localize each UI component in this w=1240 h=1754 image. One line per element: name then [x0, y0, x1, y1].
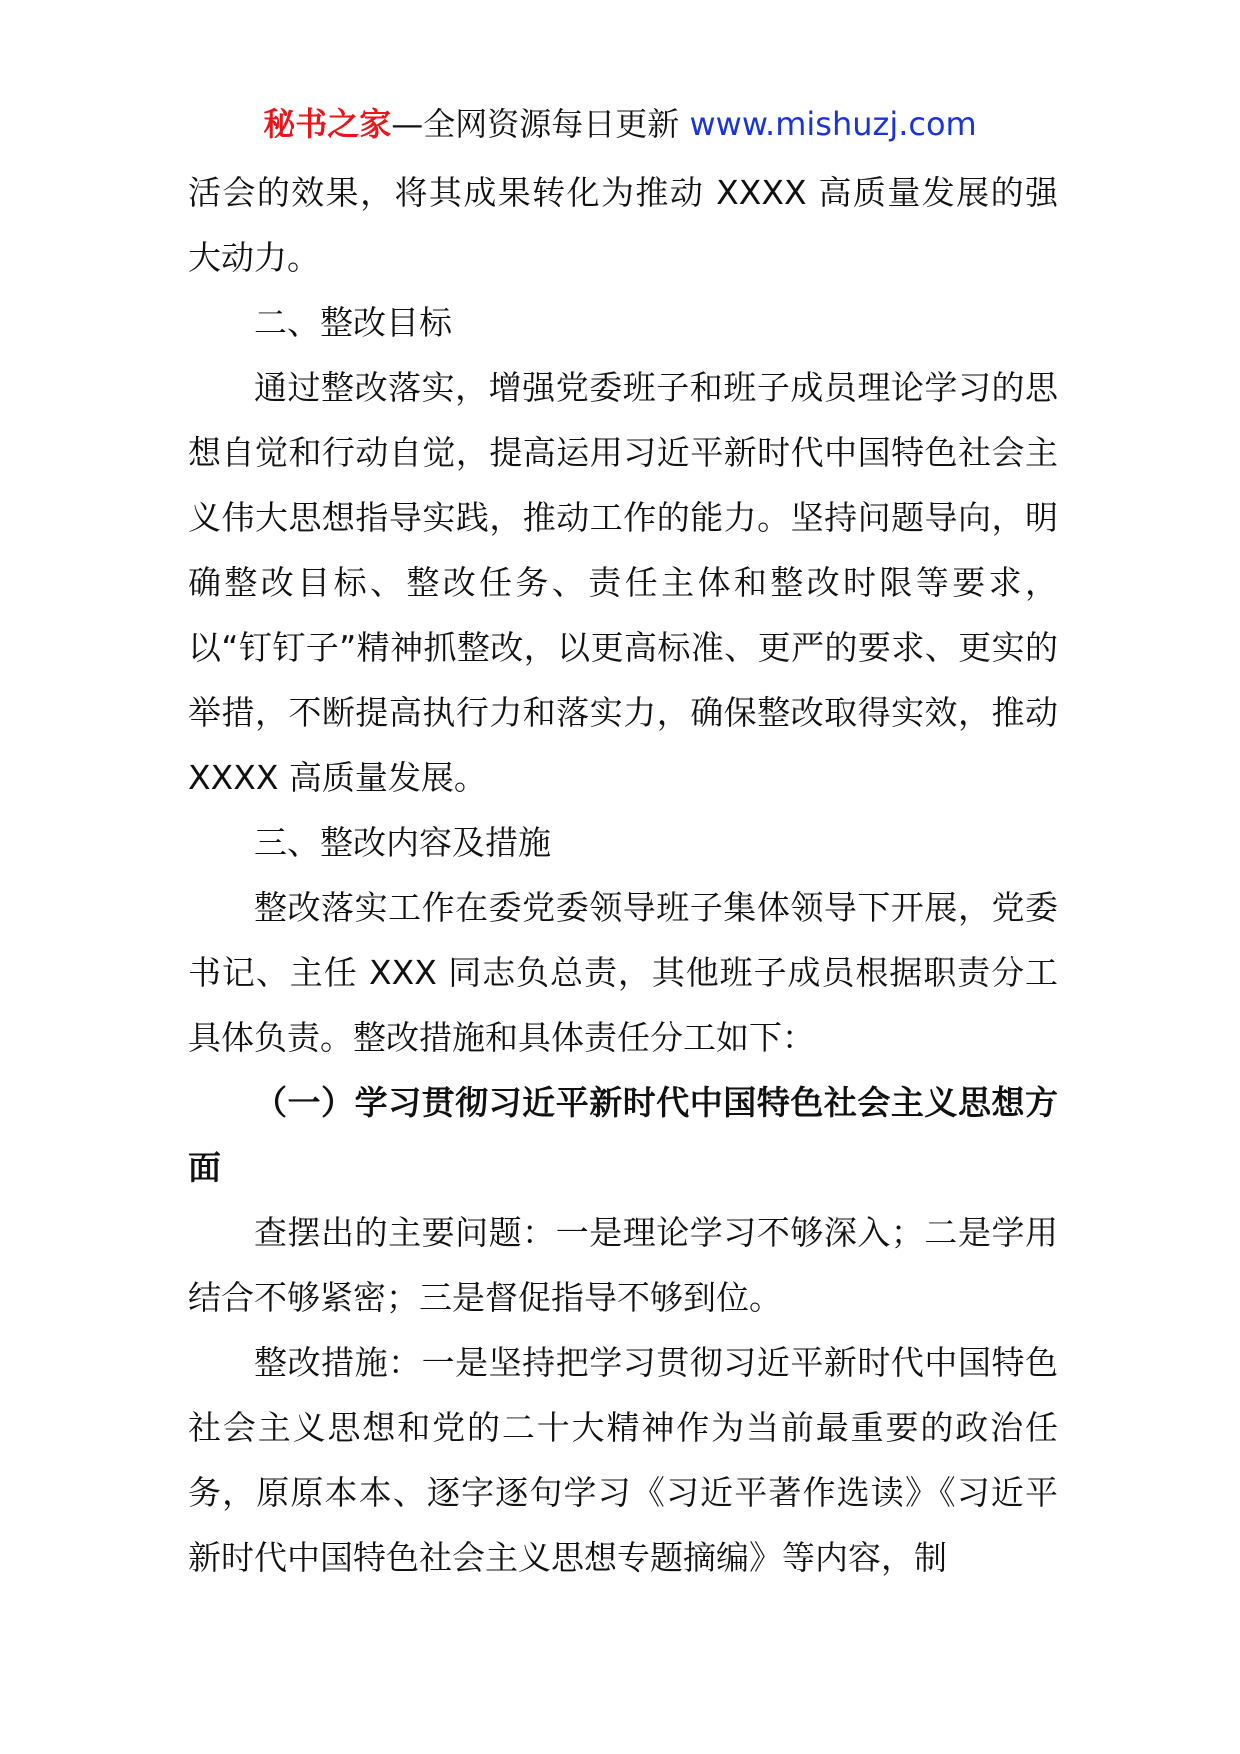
site-brand: 秘书之家 — [263, 105, 392, 143]
paragraph-rectification: 整改措施：一是坚持把学习贯彻习近平新时代中国特色社会主义思想和党的二十大精神作为当前最重要的政治任务，原原本本、逐字逐句学习《习近平著作选读》《习近平新时代中国特色社会主义思想专题摘编》等内容，制 — [188, 1343, 1058, 1577]
paragraph-measures-intro: 整改落实工作在委党委领导班子集体领导下开展，党委书记、主任 XXX 同志负总责，其他班子成员根据职责分工具体负责。整改措施和具体责任分工如下： — [188, 888, 1058, 1057]
site-url-link[interactable]: www.mishuzj.com — [689, 105, 977, 143]
section-heading-goals: 二、整改目标 — [254, 303, 452, 342]
document-body — [188, 160, 1058, 1590]
section-heading-measures: 三、整改内容及措施 — [254, 823, 551, 862]
paragraph-continuation: 活会的效果，将其成果转化为推动 XXXX 高质量发展的强大动力。 — [188, 173, 1058, 277]
subsection-heading-1: （一）学习贯彻习近平新时代中国特色社会主义思想方面 — [188, 1083, 1058, 1187]
paragraph-goals: 通过整改落实，增强党委班子和班子成员理论学习的思想自觉和行动自觉，提高运用习近平新时代中国特色社会主义伟大思想指导实践，推动工作的能力。坚持问题导向，明确整改目标、整改任务、责任主体和整改时限等要求，以“钉钉子”精神抓整改，以更高标准、更严的要求、更实的举措，不断提高执行力和落实力，确保整改取得实效，推动 XXXX 高质量发展。 — [188, 368, 1058, 797]
site-slogan: —全网资源每日更新 — [391, 105, 690, 143]
paragraph-problems: 查摆出的主要问题：一是理论学习不够深入；二是学用结合不够紧密；三是督促指导不够到位。 — [188, 1213, 1058, 1317]
site-header — [0, 100, 1240, 148]
